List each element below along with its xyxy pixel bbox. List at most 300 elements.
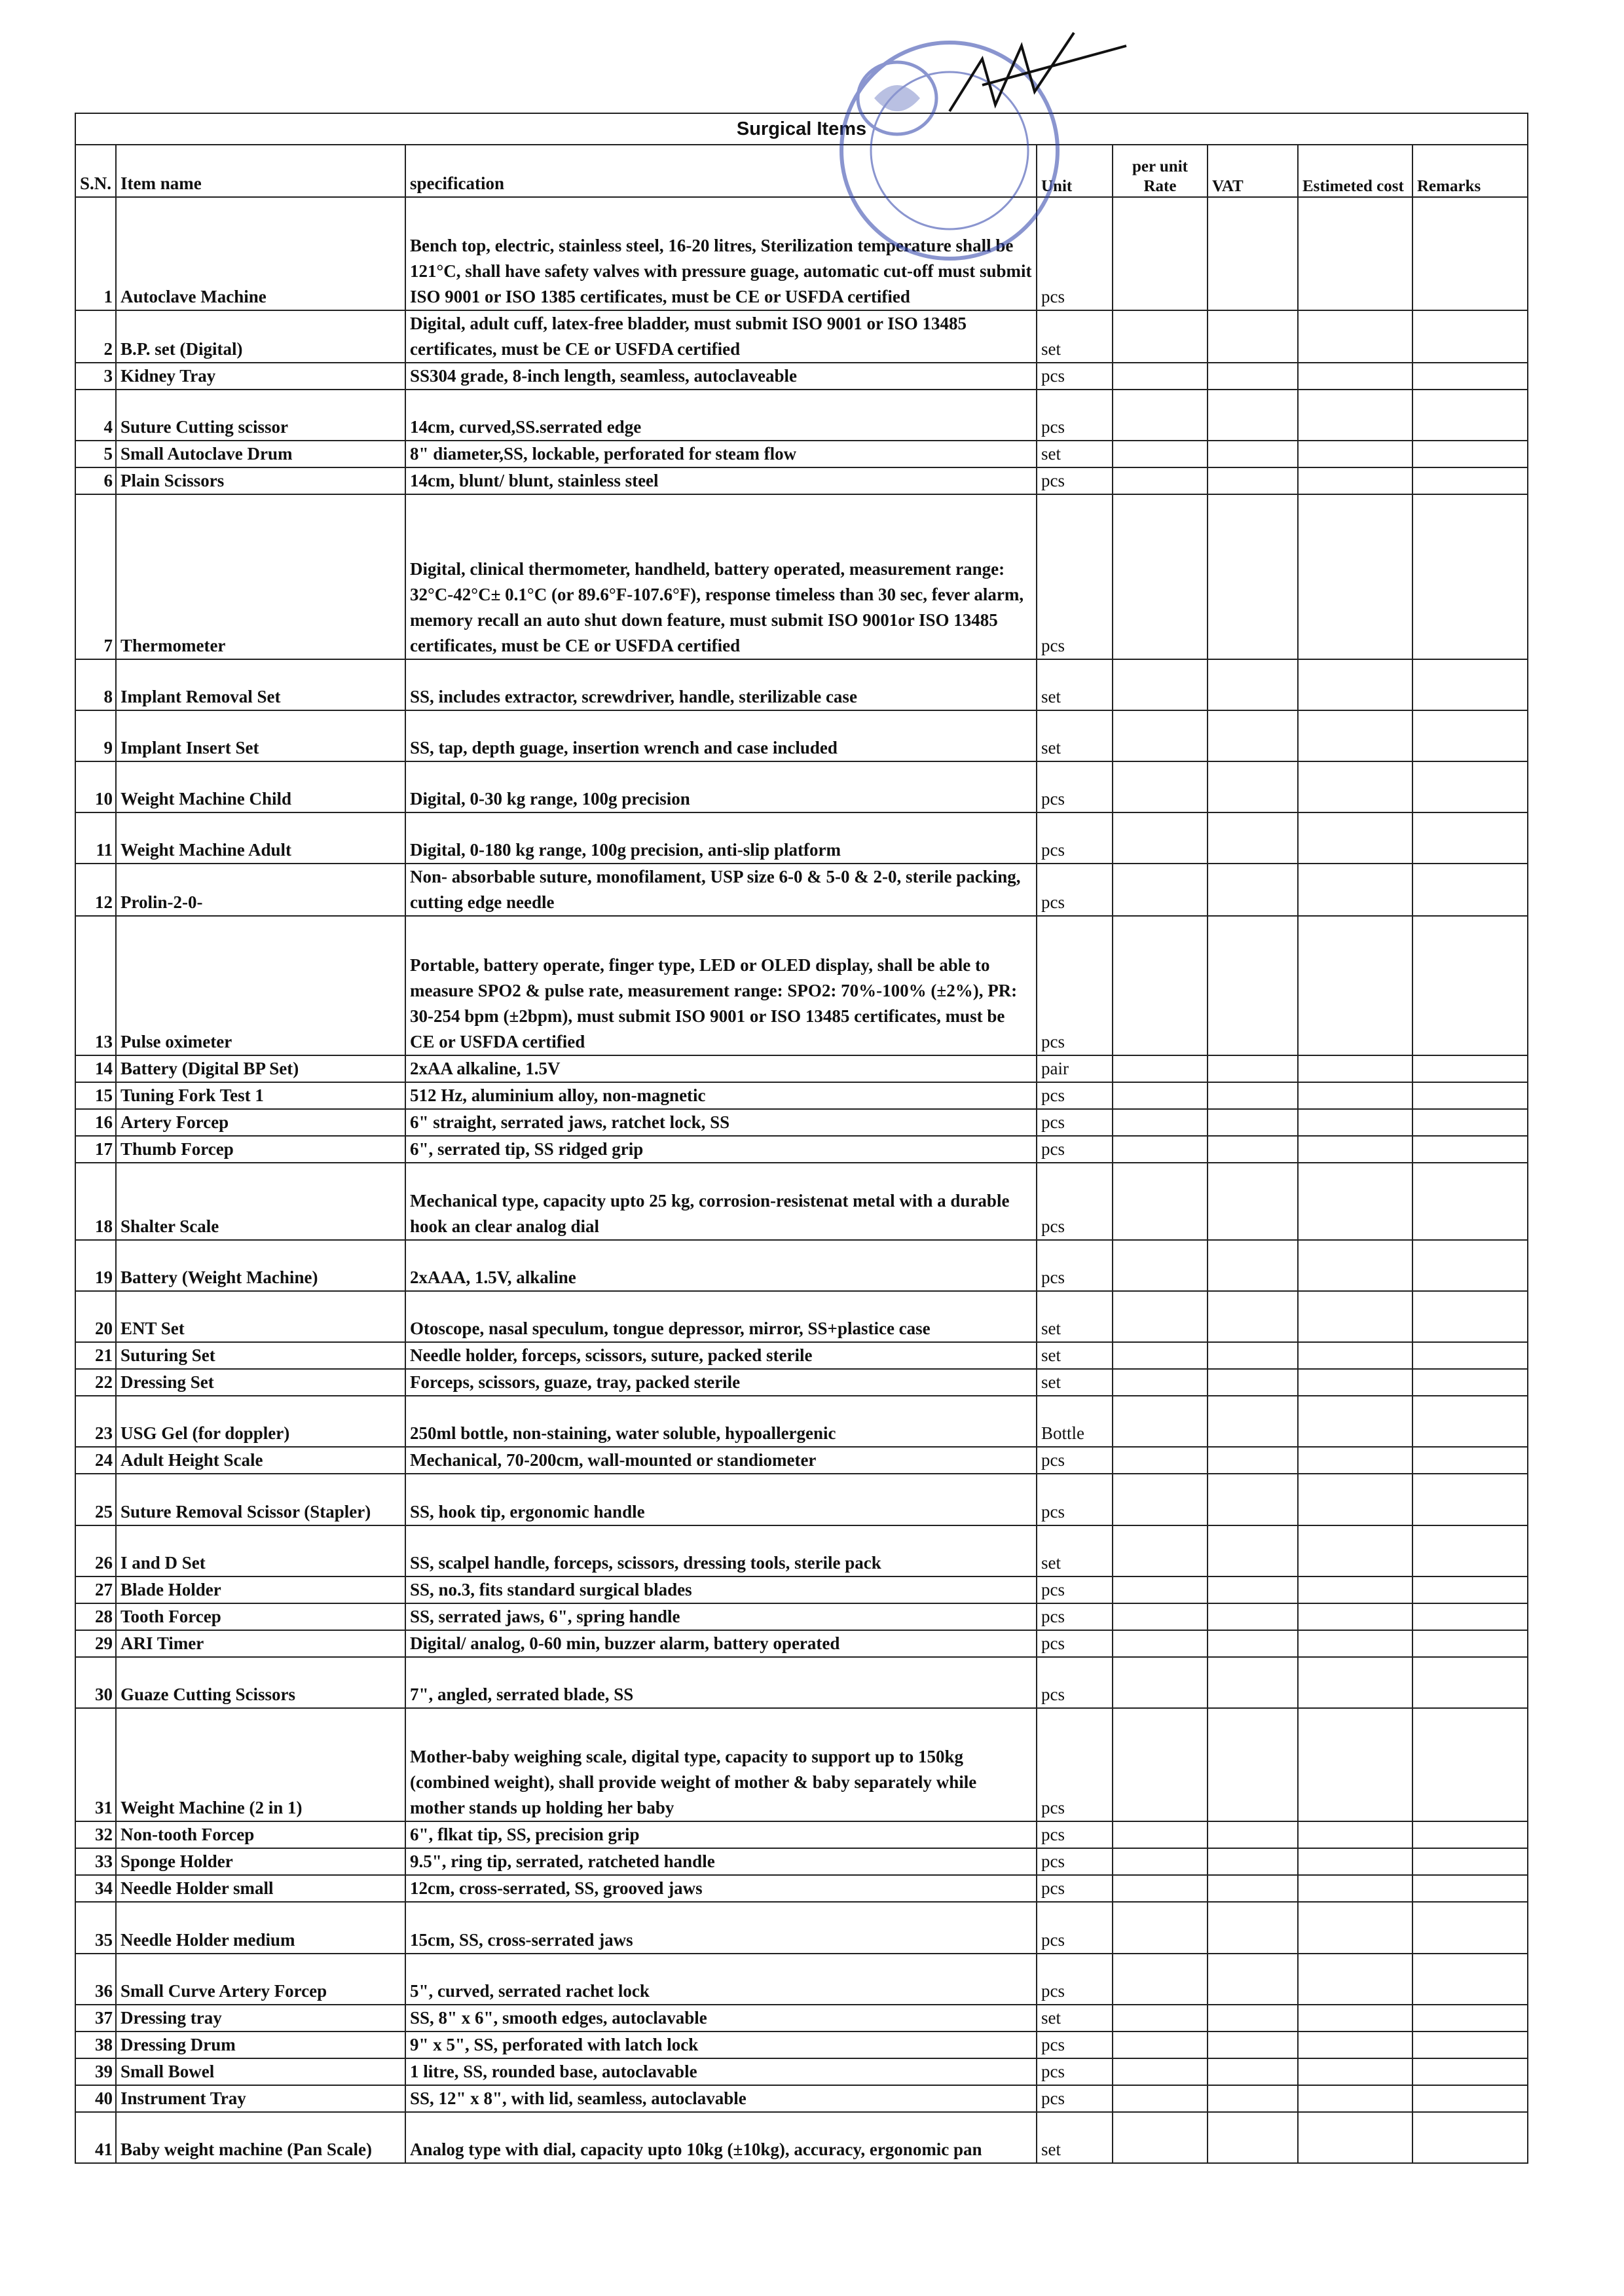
item-cost xyxy=(1298,2058,1412,2085)
page-title: Surgical Items xyxy=(75,113,1528,145)
table-row xyxy=(75,864,1528,916)
item-rate xyxy=(1113,467,1208,494)
item-cost xyxy=(1298,1848,1412,1875)
item-unit: pcs xyxy=(1037,1875,1113,1902)
item-rate xyxy=(1113,1447,1208,1474)
item-sn: 19 xyxy=(75,1240,116,1291)
item-cost xyxy=(1298,1055,1412,1082)
table-row xyxy=(75,467,1528,494)
item-rate xyxy=(1113,1525,1208,1576)
item-remarks xyxy=(1412,1657,1528,1708)
item-unit: pcs xyxy=(1037,1848,1113,1875)
item-unit: pcs xyxy=(1037,864,1113,916)
table-row xyxy=(75,2085,1528,2112)
item-sn: 16 xyxy=(75,1109,116,1136)
item-rate xyxy=(1113,441,1208,467)
item-cost xyxy=(1298,1163,1412,1240)
items-table xyxy=(75,113,1528,2164)
item-sn: 15 xyxy=(75,1082,116,1109)
item-rate xyxy=(1113,1630,1208,1657)
item-vat xyxy=(1208,2005,1298,2032)
item-rate xyxy=(1113,916,1208,1055)
table-row xyxy=(75,197,1528,310)
item-vat xyxy=(1208,1525,1298,1576)
item-unit: pcs xyxy=(1037,1082,1113,1109)
item-vat xyxy=(1208,2032,1298,2058)
table-row xyxy=(75,1474,1528,1525)
item-unit: pcs xyxy=(1037,1447,1113,1474)
item-spec: Mechanical, 70-200cm, wall-mounted or standiometer xyxy=(405,1447,1037,1474)
item-vat xyxy=(1208,916,1298,1055)
item-remarks xyxy=(1412,1396,1528,1447)
item-unit: set xyxy=(1037,710,1113,761)
item-remarks xyxy=(1412,1369,1528,1396)
item-rate xyxy=(1113,494,1208,659)
item-unit: pcs xyxy=(1037,363,1113,390)
item-rate xyxy=(1113,1821,1208,1848)
table-row xyxy=(75,1902,1528,1954)
item-rate xyxy=(1113,1657,1208,1708)
item-vat xyxy=(1208,1055,1298,1082)
item-cost xyxy=(1298,363,1412,390)
item-vat xyxy=(1208,310,1298,363)
item-vat xyxy=(1208,2112,1298,2163)
item-remarks xyxy=(1412,1525,1528,1576)
item-remarks xyxy=(1412,1848,1528,1875)
item-spec: Digital, clinical thermometer, handheld, battery operated, measurement range: 32°C-42°C± 0.1°C (or 89.6°F-107.6°F), response timeless than 30 sec, fever alarm, memory recall an auto shut down feature, must submit ISO 9001or ISO 13485 certificates, must be CE or USFDA certified xyxy=(405,494,1037,659)
item-unit: set xyxy=(1037,310,1113,363)
item-rate xyxy=(1113,1875,1208,1902)
item-unit: set xyxy=(1037,1342,1113,1369)
col-header-vat: VAT xyxy=(1208,145,1298,197)
item-vat xyxy=(1208,659,1298,710)
item-sn: 4 xyxy=(75,390,116,441)
item-spec: 2xAAA, 1.5V, alkaline xyxy=(405,1240,1037,1291)
item-sn: 13 xyxy=(75,916,116,1055)
item-name: Tooth Forcep xyxy=(116,1603,405,1630)
item-remarks xyxy=(1412,441,1528,467)
item-spec: SS, 8" x 6", smooth edges, autoclavable xyxy=(405,2005,1037,2032)
item-name: Prolin-2-0- xyxy=(116,864,405,916)
item-cost xyxy=(1298,1291,1412,1342)
item-spec: 14cm, blunt/ blunt, stainless steel xyxy=(405,467,1037,494)
item-spec: 1 litre, SS, rounded base, autoclavable xyxy=(405,2058,1037,2085)
item-unit: pcs xyxy=(1037,1240,1113,1291)
item-vat xyxy=(1208,1902,1298,1954)
item-sn: 24 xyxy=(75,1447,116,1474)
table-row xyxy=(75,2032,1528,2058)
item-cost xyxy=(1298,1447,1412,1474)
table-row xyxy=(75,390,1528,441)
item-name: Thermometer xyxy=(116,494,405,659)
table-row xyxy=(75,2005,1528,2032)
table-row xyxy=(75,1447,1528,1474)
item-sn: 8 xyxy=(75,659,116,710)
item-name: Shalter Scale xyxy=(116,1163,405,1240)
item-sn: 28 xyxy=(75,1603,116,1630)
item-rate xyxy=(1113,1902,1208,1954)
col-header-cost: Estimeted cost xyxy=(1298,145,1412,197)
item-rate xyxy=(1113,1576,1208,1603)
item-sn: 37 xyxy=(75,2005,116,2032)
item-rate xyxy=(1113,1603,1208,1630)
item-vat xyxy=(1208,390,1298,441)
item-sn: 22 xyxy=(75,1369,116,1396)
item-unit: pcs xyxy=(1037,2085,1113,2112)
item-name: Non-tooth Forcep xyxy=(116,1821,405,1848)
table-row xyxy=(75,494,1528,659)
item-remarks xyxy=(1412,916,1528,1055)
item-rate xyxy=(1113,2112,1208,2163)
item-name: Pulse oximeter xyxy=(116,916,405,1055)
item-unit: set xyxy=(1037,1525,1113,1576)
item-vat xyxy=(1208,197,1298,310)
item-vat xyxy=(1208,1657,1298,1708)
title-row xyxy=(75,113,1528,145)
item-remarks xyxy=(1412,710,1528,761)
item-sn: 35 xyxy=(75,1902,116,1954)
item-spec: SS, serrated jaws, 6", spring handle xyxy=(405,1603,1037,1630)
item-sn: 38 xyxy=(75,2032,116,2058)
table-row xyxy=(75,1109,1528,1136)
item-unit: pcs xyxy=(1037,390,1113,441)
table-row xyxy=(75,1525,1528,1576)
item-sn: 10 xyxy=(75,761,116,812)
item-cost xyxy=(1298,1902,1412,1954)
item-name: Small Autoclave Drum xyxy=(116,441,405,467)
item-remarks xyxy=(1412,1875,1528,1902)
col-header-remarks: Remarks xyxy=(1412,145,1528,197)
item-unit: Bottle xyxy=(1037,1396,1113,1447)
item-remarks xyxy=(1412,1474,1528,1525)
item-unit: pcs xyxy=(1037,197,1113,310)
item-remarks xyxy=(1412,467,1528,494)
item-cost xyxy=(1298,1369,1412,1396)
col-header-name: Item name xyxy=(116,145,405,197)
table-row xyxy=(75,1821,1528,1848)
table-row xyxy=(75,2058,1528,2085)
item-name: Plain Scissors xyxy=(116,467,405,494)
item-cost xyxy=(1298,1082,1412,1109)
item-cost xyxy=(1298,659,1412,710)
item-cost xyxy=(1298,2112,1412,2163)
item-rate xyxy=(1113,390,1208,441)
item-cost xyxy=(1298,710,1412,761)
item-sn: 41 xyxy=(75,2112,116,2163)
item-name: Implant Removal Set xyxy=(116,659,405,710)
item-vat xyxy=(1208,1603,1298,1630)
item-spec: 2xAA alkaline, 1.5V xyxy=(405,1055,1037,1082)
item-remarks xyxy=(1412,1240,1528,1291)
item-sn: 27 xyxy=(75,1576,116,1603)
item-remarks xyxy=(1412,1576,1528,1603)
table-row xyxy=(75,659,1528,710)
item-vat xyxy=(1208,1291,1298,1342)
item-unit: pcs xyxy=(1037,1902,1113,1954)
item-vat xyxy=(1208,1954,1298,2005)
item-spec: Mother-baby weighing scale, digital type, capacity to support up to 150kg (combined weight), shall provide weight of mother & baby separately while mother stands up holding her baby xyxy=(405,1708,1037,1821)
item-cost xyxy=(1298,864,1412,916)
item-name: Needle Holder medium xyxy=(116,1902,405,1954)
item-rate xyxy=(1113,310,1208,363)
item-spec: Digital/ analog, 0-60 min, buzzer alarm, battery operated xyxy=(405,1630,1037,1657)
item-spec: 5", curved, serrated rachet lock xyxy=(405,1954,1037,2005)
item-name: Artery Forcep xyxy=(116,1109,405,1136)
item-name: Dressing Drum xyxy=(116,2032,405,2058)
item-spec: Digital, adult cuff, latex-free bladder, must submit ISO 9001 or ISO 13485 certificates, must be CE or USFDA certified xyxy=(405,310,1037,363)
item-cost xyxy=(1298,197,1412,310)
item-vat xyxy=(1208,363,1298,390)
item-unit: pcs xyxy=(1037,916,1113,1055)
item-spec: Digital, 0-30 kg range, 100g precision xyxy=(405,761,1037,812)
item-sn: 33 xyxy=(75,1848,116,1875)
item-spec: 12cm, cross-serrated, SS, grooved jaws xyxy=(405,1875,1037,1902)
item-rate xyxy=(1113,2032,1208,2058)
item-sn: 32 xyxy=(75,1821,116,1848)
item-spec: SS, tap, depth guage, insertion wrench and case included xyxy=(405,710,1037,761)
item-spec: 15cm, SS, cross-serrated jaws xyxy=(405,1902,1037,1954)
item-cost xyxy=(1298,1630,1412,1657)
table-row xyxy=(75,441,1528,467)
item-remarks xyxy=(1412,1109,1528,1136)
table-row xyxy=(75,2112,1528,2163)
col-header-sn: S.N. xyxy=(75,145,116,197)
item-name: Small Curve Artery Forcep xyxy=(116,1954,405,2005)
item-sn: 40 xyxy=(75,2085,116,2112)
item-cost xyxy=(1298,1603,1412,1630)
item-remarks xyxy=(1412,864,1528,916)
item-name: ARI Timer xyxy=(116,1630,405,1657)
item-remarks xyxy=(1412,1082,1528,1109)
item-rate xyxy=(1113,1055,1208,1082)
item-unit: pcs xyxy=(1037,1109,1113,1136)
item-spec: Analog type with dial, capacity upto 10kg (±10kg), accuracy, ergonomic pan xyxy=(405,2112,1037,2163)
item-unit: pcs xyxy=(1037,1657,1113,1708)
item-cost xyxy=(1298,1342,1412,1369)
table-row xyxy=(75,363,1528,390)
item-name: Baby weight machine (Pan Scale) xyxy=(116,2112,405,2163)
item-vat xyxy=(1208,1136,1298,1163)
header-row xyxy=(75,145,1528,197)
item-unit: set xyxy=(1037,441,1113,467)
item-spec: SS, hook tip, ergonomic handle xyxy=(405,1474,1037,1525)
item-spec: 512 Hz, aluminium alloy, non-magnetic xyxy=(405,1082,1037,1109)
item-unit: set xyxy=(1037,2112,1113,2163)
table-row xyxy=(75,1657,1528,1708)
item-remarks xyxy=(1412,1055,1528,1082)
item-cost xyxy=(1298,1109,1412,1136)
item-name: Suturing Set xyxy=(116,1342,405,1369)
item-spec: Portable, battery operate, finger type, LED or OLED display, shall be able to measure SPO2 & pulse rate, measurement range: SPO2: 70%-100% (±2%), PR: 30-254 bpm (±2bpm), must submit ISO 9001 or ISO 13485 certificates, must be CE or USFDA certified xyxy=(405,916,1037,1055)
item-cost xyxy=(1298,1708,1412,1821)
item-remarks xyxy=(1412,761,1528,812)
item-spec: Digital, 0-180 kg range, 100g precision, anti-slip platform xyxy=(405,812,1037,864)
item-vat xyxy=(1208,1396,1298,1447)
table-row xyxy=(75,310,1528,363)
table-row xyxy=(75,1954,1528,2005)
table-row xyxy=(75,812,1528,864)
item-cost xyxy=(1298,916,1412,1055)
item-unit: set xyxy=(1037,1369,1113,1396)
item-vat xyxy=(1208,1474,1298,1525)
item-sn: 30 xyxy=(75,1657,116,1708)
item-remarks xyxy=(1412,1291,1528,1342)
item-rate xyxy=(1113,1163,1208,1240)
item-rate xyxy=(1113,761,1208,812)
item-cost xyxy=(1298,390,1412,441)
table-row xyxy=(75,761,1528,812)
item-remarks xyxy=(1412,1821,1528,1848)
item-remarks xyxy=(1412,1603,1528,1630)
item-remarks xyxy=(1412,2005,1528,2032)
item-vat xyxy=(1208,1109,1298,1136)
item-spec: 8" diameter,SS, lockable, perforated for steam flow xyxy=(405,441,1037,467)
table-row xyxy=(75,1708,1528,1821)
item-spec: SS, scalpel handle, forceps, scissors, dressing tools, sterile pack xyxy=(405,1525,1037,1576)
item-sn: 7 xyxy=(75,494,116,659)
item-sn: 29 xyxy=(75,1630,116,1657)
item-unit: pcs xyxy=(1037,467,1113,494)
item-rate xyxy=(1113,1136,1208,1163)
item-sn: 12 xyxy=(75,864,116,916)
item-unit: pcs xyxy=(1037,1821,1113,1848)
item-rate xyxy=(1113,1396,1208,1447)
item-name: Battery (Weight Machine) xyxy=(116,1240,405,1291)
table-row xyxy=(75,1576,1528,1603)
item-unit: pcs xyxy=(1037,494,1113,659)
item-spec: 250ml bottle, non-staining, water soluble, hypoallergenic xyxy=(405,1396,1037,1447)
item-sn: 1 xyxy=(75,197,116,310)
table-row xyxy=(75,1082,1528,1109)
item-spec: SS, no.3, fits standard surgical blades xyxy=(405,1576,1037,1603)
item-sn: 20 xyxy=(75,1291,116,1342)
item-remarks xyxy=(1412,390,1528,441)
item-unit: set xyxy=(1037,659,1113,710)
col-header-spec: specification xyxy=(405,145,1037,197)
item-unit: pcs xyxy=(1037,812,1113,864)
item-cost xyxy=(1298,467,1412,494)
item-sn: 6 xyxy=(75,467,116,494)
item-sn: 23 xyxy=(75,1396,116,1447)
table-row xyxy=(75,1603,1528,1630)
item-spec: 6", flkat tip, SS, precision grip xyxy=(405,1821,1037,1848)
item-name: USG Gel (for doppler) xyxy=(116,1396,405,1447)
item-unit: pcs xyxy=(1037,1708,1113,1821)
item-vat xyxy=(1208,1708,1298,1821)
item-spec: Mechanical type, capacity upto 25 kg, corrosion-resistenat metal with a durable hook an clear analog dial xyxy=(405,1163,1037,1240)
item-sn: 14 xyxy=(75,1055,116,1082)
item-spec: SS, includes extractor, screwdriver, handle, sterilizable case xyxy=(405,659,1037,710)
item-vat xyxy=(1208,467,1298,494)
item-rate xyxy=(1113,1848,1208,1875)
item-rate xyxy=(1113,812,1208,864)
item-spec: SS, 12" x 8", with lid, seamless, autoclavable xyxy=(405,2085,1037,2112)
item-rate xyxy=(1113,1240,1208,1291)
col-header-rate: per unit Rate xyxy=(1113,145,1208,197)
item-spec: 14cm, curved,SS.serrated edge xyxy=(405,390,1037,441)
item-sn: 11 xyxy=(75,812,116,864)
item-sn: 21 xyxy=(75,1342,116,1369)
item-cost xyxy=(1298,2005,1412,2032)
item-sn: 34 xyxy=(75,1875,116,1902)
item-sn: 39 xyxy=(75,2058,116,2085)
item-cost xyxy=(1298,1657,1412,1708)
item-rate xyxy=(1113,1082,1208,1109)
item-name: Thumb Forcep xyxy=(116,1136,405,1163)
item-rate xyxy=(1113,1369,1208,1396)
item-remarks xyxy=(1412,1163,1528,1240)
item-cost xyxy=(1298,1875,1412,1902)
item-name: Weight Machine Child xyxy=(116,761,405,812)
item-vat xyxy=(1208,1848,1298,1875)
item-name: Small Bowel xyxy=(116,2058,405,2085)
item-remarks xyxy=(1412,1136,1528,1163)
item-vat xyxy=(1208,864,1298,916)
item-cost xyxy=(1298,1821,1412,1848)
item-vat xyxy=(1208,1447,1298,1474)
item-spec: Otoscope, nasal speculum, tongue depressor, mirror, SS+plastice case xyxy=(405,1291,1037,1342)
item-unit: pcs xyxy=(1037,2058,1113,2085)
table-row xyxy=(75,1342,1528,1369)
item-remarks xyxy=(1412,812,1528,864)
item-spec: 6", serrated tip, SS ridged grip xyxy=(405,1136,1037,1163)
item-sn: 36 xyxy=(75,1954,116,2005)
item-sn: 25 xyxy=(75,1474,116,1525)
item-name: B.P. set (Digital) xyxy=(116,310,405,363)
item-cost xyxy=(1298,441,1412,467)
item-cost xyxy=(1298,2032,1412,2058)
item-rate xyxy=(1113,2005,1208,2032)
item-sn: 9 xyxy=(75,710,116,761)
item-unit: pcs xyxy=(1037,1163,1113,1240)
item-name: Battery (Digital BP Set) xyxy=(116,1055,405,1082)
item-vat xyxy=(1208,2058,1298,2085)
table-row xyxy=(75,710,1528,761)
item-spec: SS304 grade, 8-inch length, seamless, autoclaveable xyxy=(405,363,1037,390)
item-rate xyxy=(1113,1474,1208,1525)
item-remarks xyxy=(1412,494,1528,659)
item-rate xyxy=(1113,363,1208,390)
item-name: Weight Machine (2 in 1) xyxy=(116,1708,405,1821)
item-sn: 31 xyxy=(75,1708,116,1821)
item-cost xyxy=(1298,1954,1412,2005)
item-remarks xyxy=(1412,2085,1528,2112)
item-name: Adult Height Scale xyxy=(116,1447,405,1474)
item-unit: pcs xyxy=(1037,1954,1113,2005)
item-spec: 9.5", ring tip, serrated, ratcheted handle xyxy=(405,1848,1037,1875)
item-remarks xyxy=(1412,1902,1528,1954)
item-vat xyxy=(1208,1630,1298,1657)
item-cost xyxy=(1298,1136,1412,1163)
item-vat xyxy=(1208,1163,1298,1240)
item-unit: pcs xyxy=(1037,761,1113,812)
item-sn: 2 xyxy=(75,310,116,363)
item-remarks xyxy=(1412,197,1528,310)
table-row xyxy=(75,1136,1528,1163)
item-vat xyxy=(1208,1576,1298,1603)
item-vat xyxy=(1208,1082,1298,1109)
item-remarks xyxy=(1412,1342,1528,1369)
item-vat xyxy=(1208,710,1298,761)
item-vat xyxy=(1208,441,1298,467)
item-name: Instrument Tray xyxy=(116,2085,405,2112)
item-sn: 5 xyxy=(75,441,116,467)
item-cost xyxy=(1298,812,1412,864)
item-remarks xyxy=(1412,2112,1528,2163)
table-row xyxy=(75,1291,1528,1342)
item-cost xyxy=(1298,494,1412,659)
item-name: Suture Removal Scissor (Stapler) xyxy=(116,1474,405,1525)
